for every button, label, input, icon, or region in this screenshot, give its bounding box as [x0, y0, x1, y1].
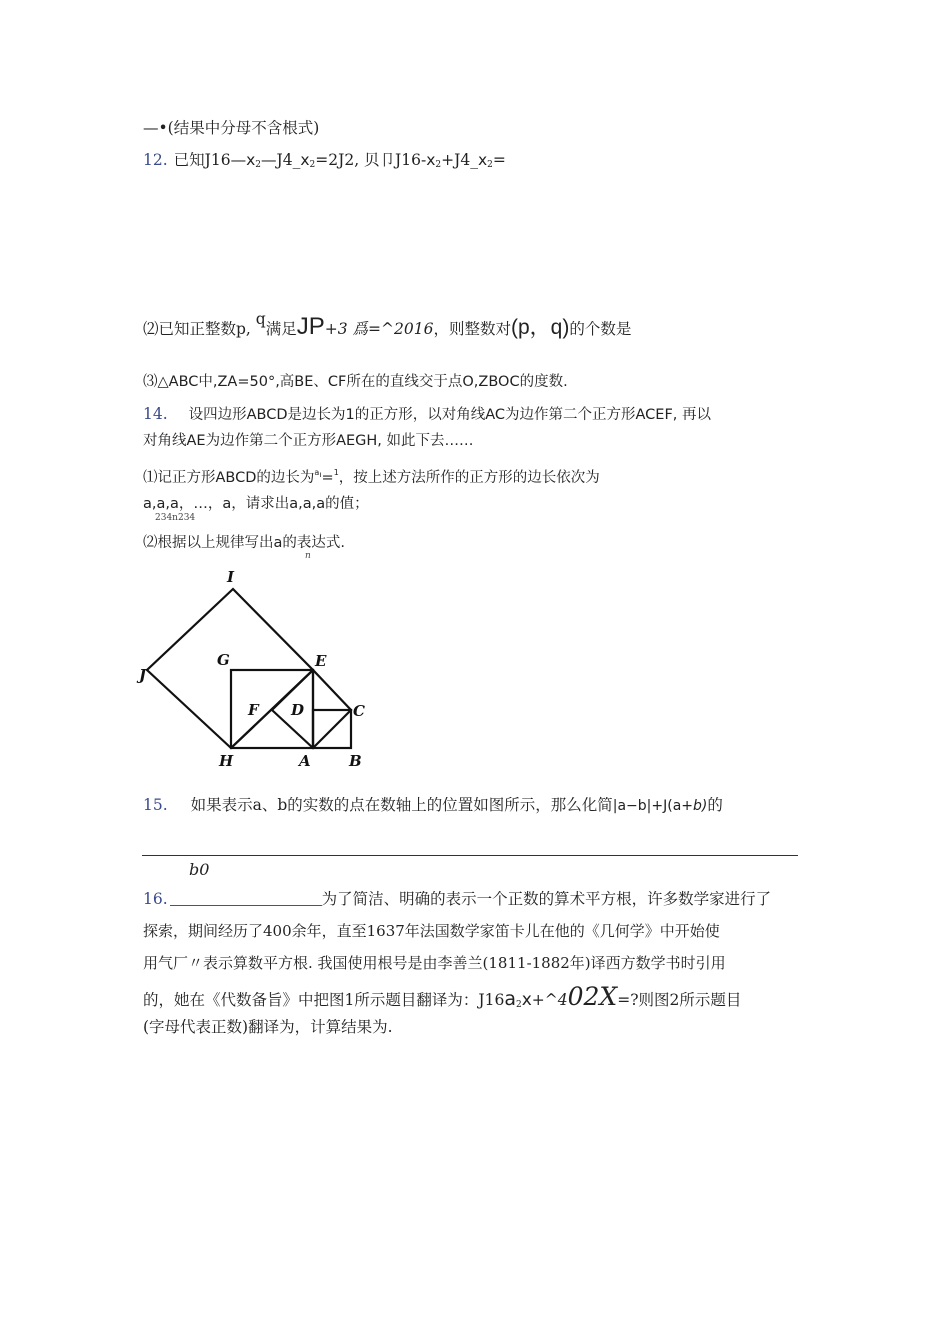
- q16-d6: X: [599, 982, 618, 1011]
- q16-d4: +^4: [531, 991, 568, 1009]
- q14-text-a: 设四边形ABCD是边长为1的正方形，以对角线AC为边作第二个正方形ACEF, 再以: [188, 407, 712, 423]
- label-A: A: [299, 752, 311, 770]
- label-J: J: [139, 666, 147, 684]
- q12-sub3: 2: [435, 160, 442, 170]
- p2-text-b: 满足: [265, 320, 297, 338]
- q12-text-d: +J4_: [441, 151, 478, 169]
- answer-blank[interactable]: [170, 891, 322, 906]
- question-14-part1: ⑴记正方形ABCD的边长为$^{aı}$=$^1$，按上述方法所作的正方形的边长依次为: [143, 468, 600, 486]
- q12-text-a: 已知J16—: [173, 151, 247, 169]
- p2-text-a: ⑵已知正整数p,: [143, 320, 251, 338]
- p2-text-e: 的个数是: [569, 320, 632, 338]
- label-E: E: [315, 652, 327, 670]
- q14-sub-n: n: [305, 551, 311, 561]
- q14-subscripts: 234n234: [155, 513, 196, 523]
- question-16-line1: [143, 889, 771, 909]
- q15-expr: |a−b|+J(a+: [612, 798, 694, 814]
- q12-x3: x: [426, 151, 436, 169]
- q14-c5: ，按上述方法所作的正方形的边长依次为: [338, 470, 600, 486]
- q16-d3: x: [521, 990, 532, 1010]
- number-line: [142, 855, 798, 856]
- q14-c2: a: [314, 468, 320, 477]
- question-14-line2: 对角线AE为边作第二个正方形AEGH, 如此下去……: [143, 433, 474, 449]
- q12-x: x: [246, 151, 256, 169]
- p2-text-c: +3 爲=^2016: [324, 320, 434, 338]
- label-C: C: [353, 702, 365, 720]
- question-16-line4: [143, 984, 741, 1018]
- question-14-part2: ⑵根据以上规律写出a的表达式.: [143, 535, 345, 551]
- question-number: 15.: [143, 796, 168, 814]
- question-part-3: ⑶△ABC中,ZA=50°,高BE、CF所在的直线交于点O,ZBOC的度数.: [143, 374, 568, 390]
- question-14-sequence: a,a,a，…，a，请求出a,a,a的值；: [143, 496, 369, 512]
- label-B: B: [349, 752, 362, 770]
- label-H: H: [219, 752, 234, 770]
- label-I: I: [227, 568, 235, 586]
- q16-d2: a: [504, 988, 516, 1010]
- q16-sub: 2: [515, 1000, 522, 1010]
- question-16-line3: 用气厂〃表示算数平方根. 我国使用根号是由李善兰(1811-1882年)译西方数学书时引用: [143, 954, 726, 972]
- p2-pq: (p，q): [510, 316, 570, 339]
- question-15: [143, 795, 723, 816]
- q12-sub: 2: [255, 160, 262, 170]
- q12-sub2: 2: [309, 160, 316, 170]
- q16-text-a: 为了简洁、明确的表示一个正数的算术平方根，许多数学家进行了: [321, 890, 772, 908]
- q12-x4: x: [477, 151, 488, 169]
- q14-c1: ⑴记正方形ABCD的边长为: [143, 470, 315, 486]
- q12-text-b: —J4_: [261, 151, 301, 169]
- q16-d7: =?则图2所示题目: [617, 991, 742, 1009]
- q15-expr-b: b): [693, 798, 708, 814]
- label-F: F: [248, 701, 259, 719]
- section-note: —•(结果中分母不含根式): [143, 119, 320, 137]
- q16-d5: 02: [567, 982, 600, 1011]
- question-16-line2: 探索，期间经历了400余年，直至1637年法国数学家笛卡儿在他的《几何学》中开始使: [143, 922, 720, 940]
- q14-c3: =: [321, 470, 334, 486]
- q12-text-e: =: [492, 151, 506, 169]
- question-number: 12.: [143, 151, 168, 169]
- number-line-label: b0: [189, 860, 210, 879]
- label-D: D: [291, 701, 305, 719]
- q16-d1: 的，她在《代数备旨》中把图1所示题目翻译为：J16: [143, 991, 505, 1009]
- q12-x2: x: [300, 151, 310, 169]
- q15-text-a: 如果表示a、b的实数的点在数轴上的位置如图所示，那么化简: [190, 796, 613, 814]
- question-number: 16.: [143, 890, 168, 908]
- question-number: 14.: [143, 405, 168, 423]
- question-14-line1: [143, 404, 711, 425]
- question-part-2: [143, 312, 631, 344]
- p2-q: q: [255, 310, 266, 328]
- squares-figure: [135, 562, 375, 782]
- q15-text-d: 的: [707, 796, 723, 814]
- question-16-line5: (字母代表正数)翻译为，计算结果为.: [143, 1018, 393, 1036]
- q12-sub4: 2: [487, 160, 493, 170]
- question-12: [143, 150, 506, 175]
- q14-c4: 1: [333, 468, 339, 477]
- p2-text-d: ，则整数对: [433, 320, 511, 338]
- q12-text-c: =2J2, 贝卩J16-: [315, 151, 427, 169]
- label-G: G: [217, 651, 230, 669]
- p2-jp: JP: [296, 313, 325, 340]
